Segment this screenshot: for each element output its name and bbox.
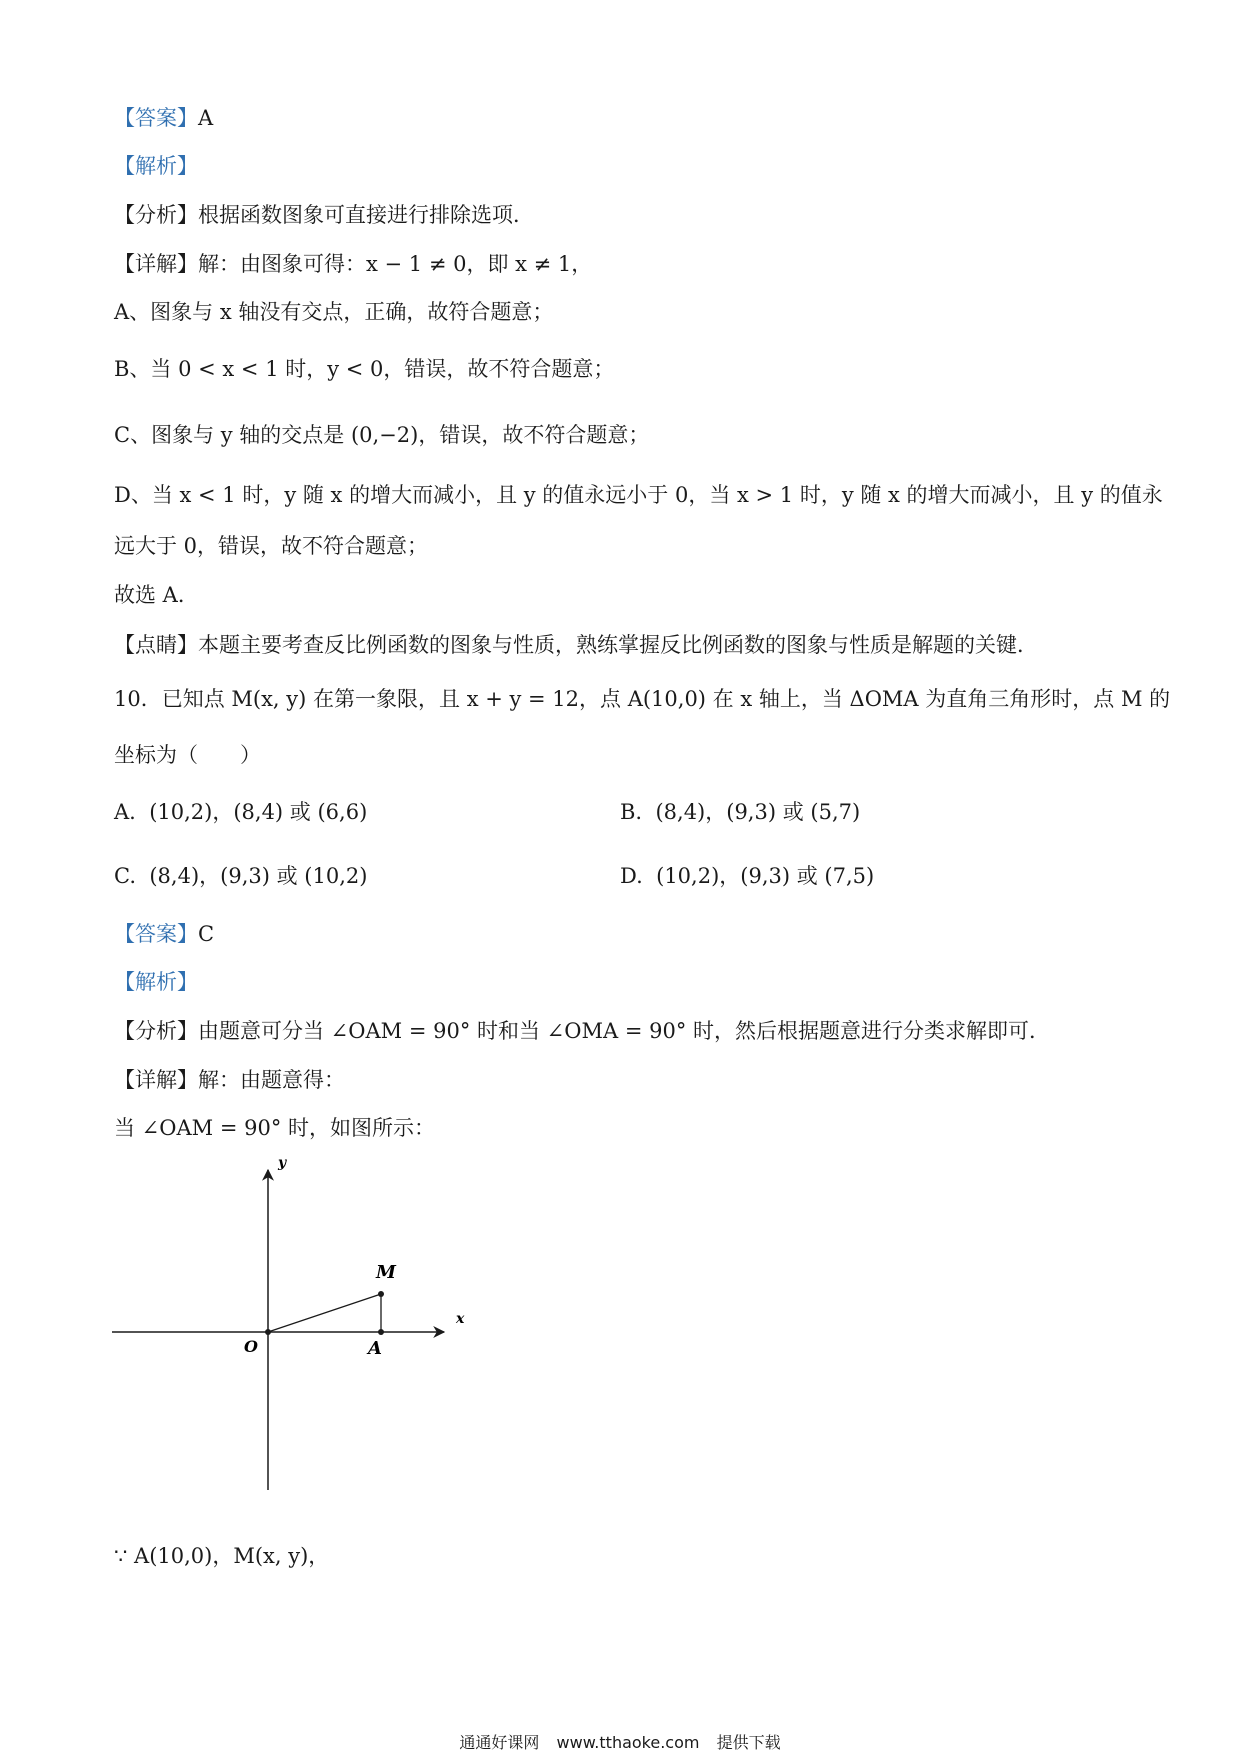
footer-site-name: 通通好课网	[459, 1733, 540, 1752]
prev-fenxi-line	[114, 201, 534, 229]
answer-value: A	[198, 106, 214, 130]
q10-answer-line	[114, 920, 214, 948]
option-text: (8,4)，(9,3) 或 (5,7)	[655, 800, 861, 824]
answer-tag: 【答案】	[114, 922, 198, 946]
analysis-tag: 【解析】	[114, 154, 198, 178]
option-label: C.	[114, 864, 136, 888]
label-a: A	[368, 1338, 382, 1359]
option-text: (10,2)，(8,4) 或 (6,6)	[149, 800, 368, 824]
xiangjie-tag: 【详解】	[114, 252, 198, 276]
xiangjie-tag: 【详解】	[114, 1068, 198, 1092]
fenxi-tag: 【分析】	[114, 1019, 198, 1043]
point-m	[378, 1291, 384, 1297]
option-text: (8,4)，(9,3) 或 (10,2)	[149, 864, 368, 888]
option-a-explain: A、图象与 x 轴没有交点，正确，故符合题意；	[114, 300, 554, 324]
option-text: (10,2)，(9,3) 或 (7,5)	[656, 864, 875, 888]
option-label: A.	[114, 800, 136, 824]
q10-fenxi-line	[114, 1017, 1050, 1045]
fenxi-tag: 【分析】	[114, 203, 198, 227]
segment-om	[268, 1294, 381, 1332]
option-label: B.	[620, 800, 643, 824]
q10-since-line: ∵ A(10,0)，M(x, y)，	[114, 1544, 330, 1568]
option-label: D.	[620, 864, 643, 888]
q10-option-a	[114, 798, 367, 826]
option-b-explain: B、当 0 < x < 1 时，y < 0，错误，故不符合题意；	[114, 357, 615, 381]
dianjing-text: 本题主要考查反比例函数的图象与性质，熟练掌握反比例函数的图象与性质是解题的关键．	[198, 633, 1038, 657]
answer-value: C	[198, 922, 215, 946]
xiangjie-text: 解：由图象可得：x − 1 ≠ 0，即 x ≠ 1，	[198, 252, 593, 276]
footer-download: 提供下载	[716, 1733, 781, 1752]
label-x: x	[456, 1311, 465, 1327]
q10-stem-line2: 坐标为（ ）	[114, 743, 261, 767]
prev-xiangjie-line	[114, 250, 592, 278]
choose-line: 故选 A．	[114, 583, 199, 607]
q10-case-line: 当 ∠OAM = 90° 时，如图所示：	[114, 1116, 435, 1140]
q10-stem-line1: 10．已知点 M(x, y) 在第一象限，且 x + y = 12，点 A(10,0) 在 x 轴上，当 ΔOMA 为直角三角形时，点 M 的	[114, 687, 1171, 711]
label-y: y	[278, 1155, 287, 1171]
footer-url: www.tthaoke.com	[556, 1733, 700, 1752]
option-d-explain-1: D、当 x < 1 时，y 随 x 的增大而减小，且 y 的值永远小于 0，当 x > 1 时，y 随 x 的增大而减小，且 y 的值永	[114, 483, 1163, 507]
fenxi-text: 根据函数图象可直接进行排除选项．	[198, 203, 534, 227]
option-d-explain-2: 远大于 0，错误，故不符合题意；	[114, 534, 429, 558]
page-footer	[0, 1730, 1240, 1753]
option-c-explain: C、图象与 y 轴的交点是 (0,−2)，错误，故不符合题意；	[114, 423, 650, 447]
q10-option-b	[620, 798, 860, 826]
q10-option-c	[114, 862, 367, 890]
point-a	[378, 1329, 384, 1335]
answer-tag: 【答案】	[114, 106, 198, 130]
analysis-tag: 【解析】	[114, 970, 198, 994]
label-m: M	[376, 1262, 396, 1283]
coordinate-figure	[100, 1150, 500, 1510]
label-o: O	[244, 1337, 258, 1356]
prev-dianjing-line	[114, 631, 1038, 659]
point-o	[265, 1329, 271, 1335]
prev-answer-line	[114, 104, 213, 132]
q10-option-d	[620, 862, 874, 890]
xiangjie-text: 解：由题意得：	[198, 1068, 345, 1092]
fenxi-text: 由题意可分当 ∠OAM = 90° 时和当 ∠OMA = 90° 时，然后根据题意进行分类求解即可．	[198, 1019, 1050, 1043]
dianjing-tag: 【点睛】	[114, 633, 198, 657]
q10-xiangjie-line	[114, 1066, 345, 1094]
